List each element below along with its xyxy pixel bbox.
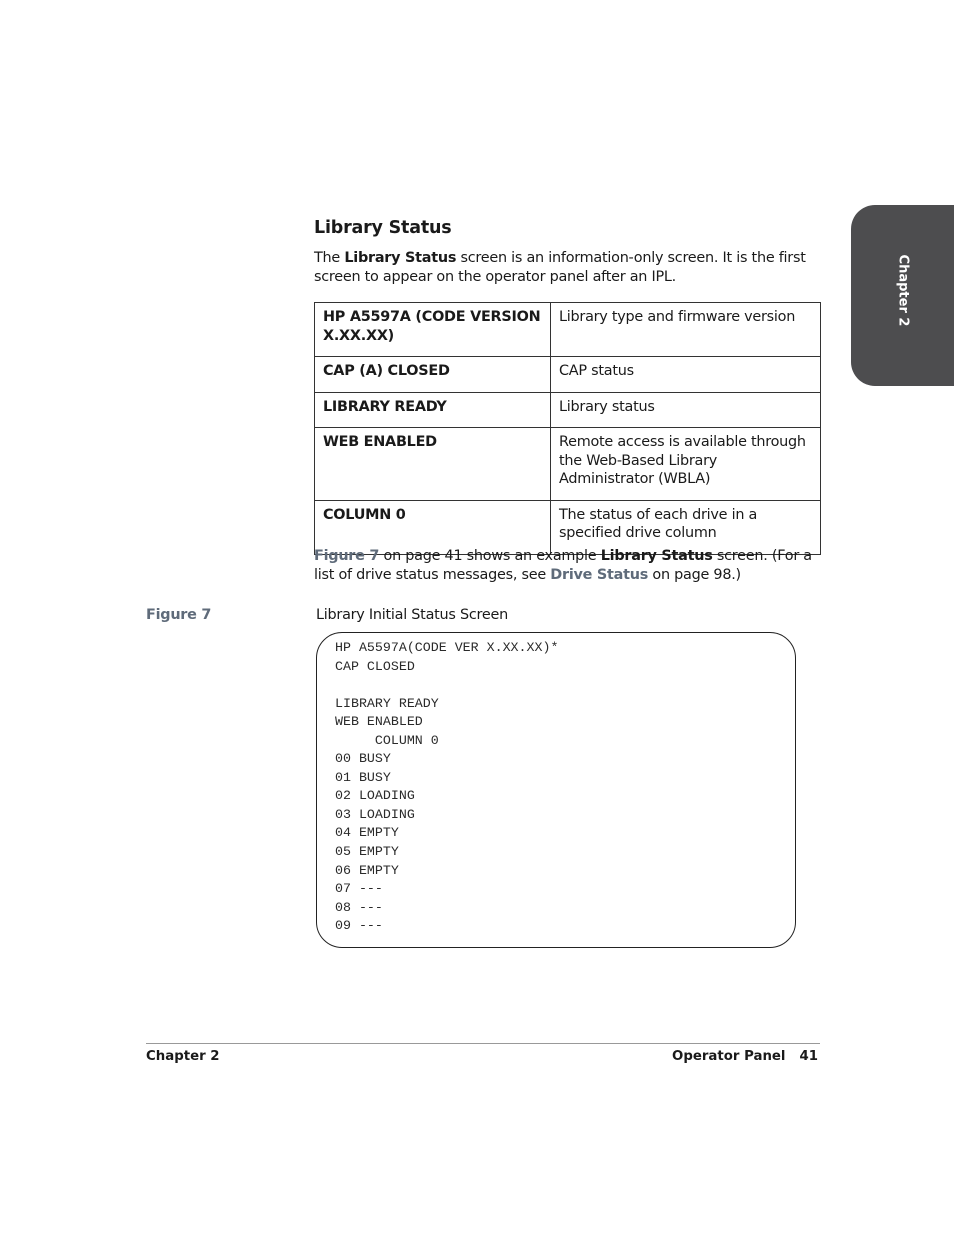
screen-line: HP A5597A(CODE VER X.XX.XX)*: [335, 640, 559, 655]
figure-7-link[interactable]: Figure 7: [314, 548, 380, 564]
screen-line: 07 ---: [335, 881, 383, 897]
table-description: Library type and firmware version: [551, 303, 821, 357]
status-items-table: [314, 302, 821, 555]
table-row: [315, 392, 821, 428]
footer-right: [672, 1049, 818, 1064]
figure-caption: Library Initial Status Screen: [316, 607, 508, 623]
footer-rule: [146, 1043, 820, 1044]
table-row: [315, 303, 821, 357]
table-row: [315, 428, 821, 501]
table-description: Library status: [551, 392, 821, 428]
table-item: CAP (A) CLOSED: [315, 357, 551, 393]
operator-panel-screen: [316, 632, 796, 948]
reference-text-1: on page 41 shows an example: [379, 548, 601, 564]
chapter-tab: [851, 205, 954, 386]
screen-line: 08 ---: [335, 899, 383, 915]
footer-section-title: Operator Panel: [672, 1049, 786, 1064]
screen-line: [335, 676, 558, 695]
screen-line: 06 EMPTY: [335, 862, 399, 878]
footer-chapter: Chapter 2: [146, 1049, 220, 1064]
section-heading: Library Status: [314, 218, 452, 238]
page-number: 41: [799, 1049, 818, 1064]
screen-line: WEB ENABLED: [335, 714, 423, 730]
screen-line: 04 EMPTY: [335, 825, 399, 841]
reference-paragraph: [314, 547, 824, 585]
intro-text-after: screen is an information-only screen. It is the first screen to appear on the operator panel after an IPL.: [314, 250, 806, 285]
table-item: LIBRARY READY: [315, 392, 551, 428]
intro-bold-term: Library Status: [344, 250, 457, 266]
screen-line: 00 BUSY: [335, 751, 391, 767]
chapter-tab-label: Chapter 2: [895, 254, 910, 327]
table-item: WEB ENABLED: [315, 428, 551, 501]
table-description: CAP status: [551, 357, 821, 393]
reference-bold-term: Library Status: [600, 548, 713, 564]
screen-line: 01 BUSY: [335, 769, 391, 785]
table-item: COLUMN 0: [315, 500, 551, 554]
screen-line: 05 EMPTY: [335, 844, 399, 860]
screen-line: 03 LOADING: [335, 806, 415, 822]
table-description: Remote access is available through the Web-Based Library Administrator (WBLA): [551, 428, 821, 501]
table-row: [315, 500, 821, 554]
reference-text-3: on page 98.): [648, 567, 741, 583]
table-row: [315, 357, 821, 393]
table-description: The status of each drive in a specified drive column: [551, 500, 821, 554]
figure-number: Figure 7: [146, 607, 212, 623]
screen-line: CAP CLOSED: [335, 658, 415, 674]
screen-lines: [335, 639, 558, 936]
screen-line: 02 LOADING: [335, 788, 415, 804]
screen-line: LIBRARY READY: [335, 695, 439, 711]
reference-text-2: screen. (For a list of drive status messages, see: [314, 548, 812, 583]
table-item: HP A5597A (CODE VERSION X.XX.XX): [315, 303, 551, 357]
screen-line: COLUMN 0: [335, 732, 439, 748]
intro-text-before: The: [314, 250, 345, 266]
drive-status-link[interactable]: Drive Status: [550, 567, 649, 583]
screen-line: 09 ---: [335, 918, 383, 934]
intro-paragraph: [314, 249, 822, 287]
